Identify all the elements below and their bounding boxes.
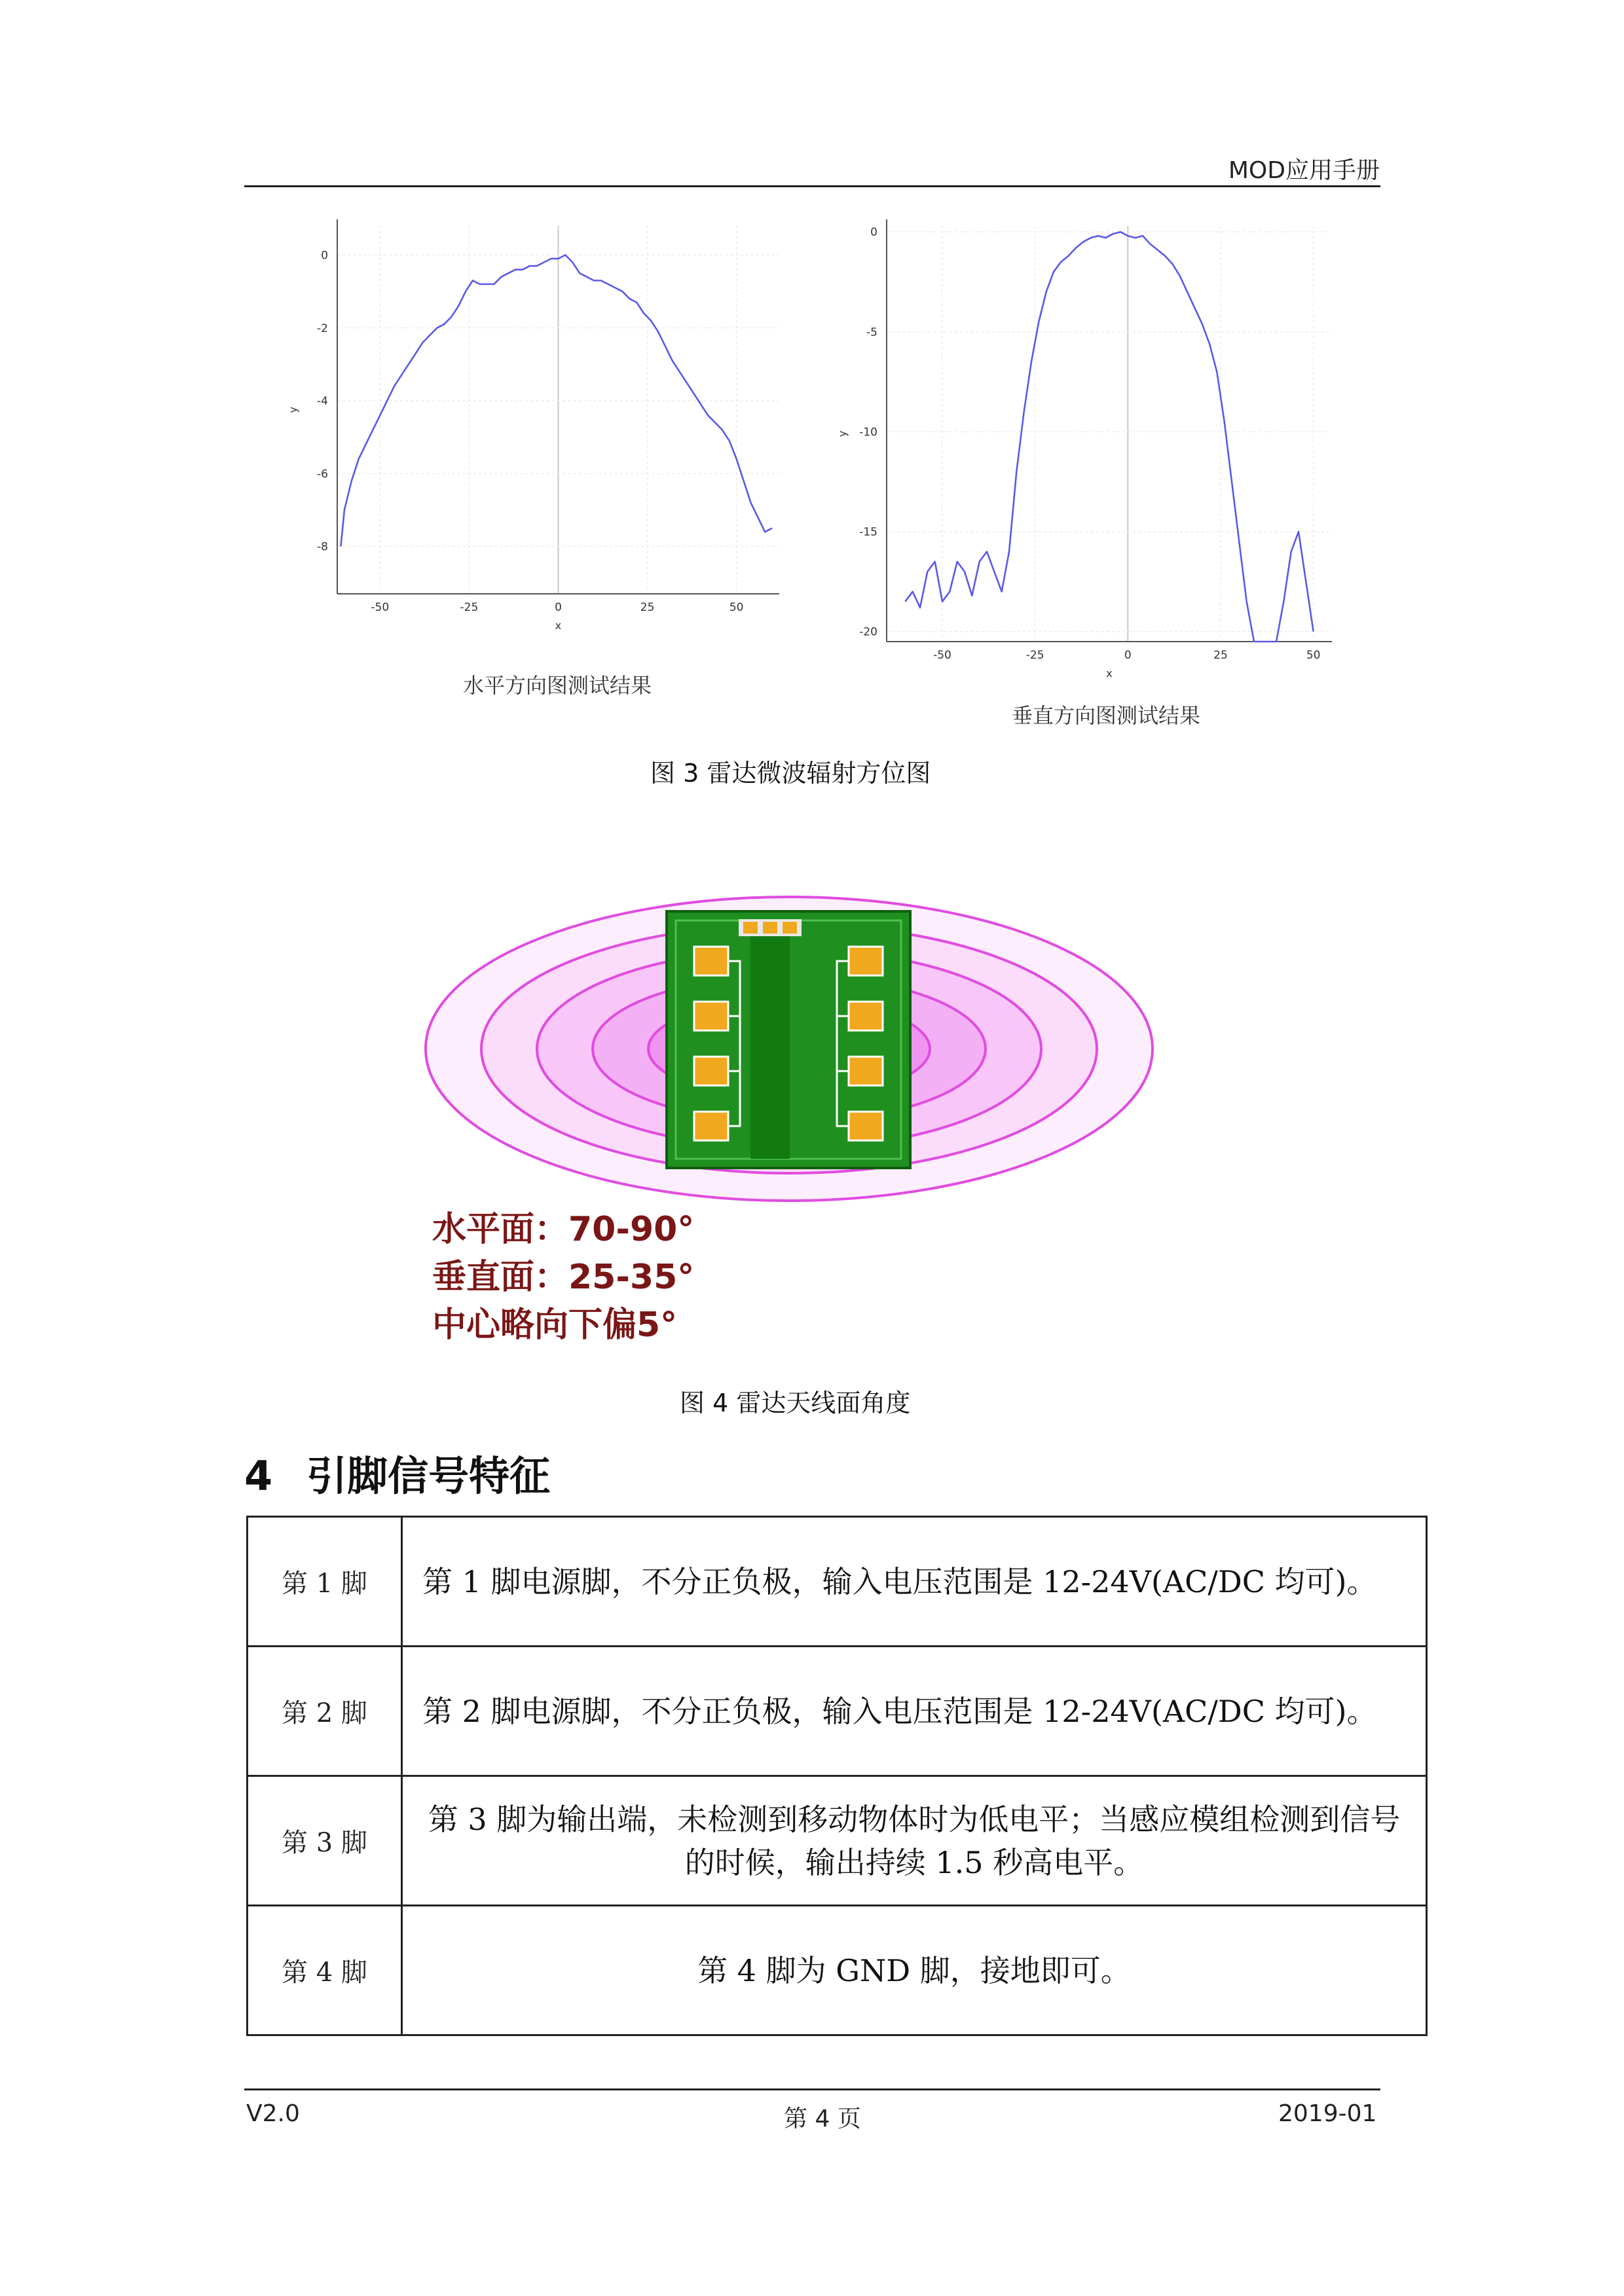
- vertical-angle-label: 垂直面：25-35°: [432, 1258, 695, 1297]
- figure-4-caption: 图 4 雷达天线面角度: [680, 1389, 911, 1417]
- vertical-chart-y-tick-label: -5: [866, 325, 877, 339]
- vertical-chart-x-axis-label: x: [1106, 667, 1113, 680]
- horizontal-chart-x-axis-label: x: [555, 619, 562, 632]
- pin-description: 第 1 脚电源脚，不分正负极，输入电压范围是 12-24V(AC/DC 均可)。: [402, 1517, 1427, 1647]
- vertical-pattern-chart: [821, 206, 1338, 691]
- horizontal-pattern-chart: [282, 206, 803, 638]
- vertical-chart-x-tick-label: 0: [1124, 649, 1132, 662]
- pin-label: 第 2 脚: [248, 1647, 402, 1776]
- horizontal-chart-y-tick-label: 0: [321, 249, 328, 263]
- vertical-chart-y-tick-label: -15: [859, 526, 877, 539]
- vertical-chart-y-tick-label: 0: [870, 226, 877, 240]
- vertical-chart-y-axis-label: y: [836, 430, 849, 437]
- horizontal-chart-y-tick-label: -2: [317, 321, 328, 335]
- pin-signal-table: [246, 1516, 1428, 2036]
- table-row: [248, 1517, 1427, 1647]
- section-number: 4: [244, 1452, 273, 1500]
- header-rule: [244, 185, 1380, 187]
- footer-rule: [244, 2088, 1380, 2090]
- vertical-pattern-svg: [821, 206, 1338, 691]
- vertical-chart-x-tick-label: -25: [1025, 649, 1044, 662]
- table-row: [248, 1906, 1427, 2035]
- antenna-angle-figure: [413, 877, 1166, 1364]
- horizontal-chart-x-tick-label: 25: [640, 601, 655, 614]
- footer-version: V2.0: [246, 2100, 300, 2127]
- vertical-chart-x-tick-label: 50: [1306, 649, 1321, 662]
- pin-description: 第 4 脚为 GND 脚，接地即可。: [402, 1906, 1427, 2035]
- pin-description: 第 3 脚为输出端，未检测到移动物体时为低电平；当感应模组检测到信号的时候，输出持续 1.5 秒高电平。: [402, 1776, 1427, 1906]
- pin-description: 第 2 脚电源脚，不分正负极，输入电压范围是 12-24V(AC/DC 均可)。: [402, 1647, 1427, 1776]
- radar-module-board: [667, 911, 910, 1168]
- section-4-heading: [244, 1444, 550, 1502]
- vertical-chart-y-tick-label: -10: [859, 426, 877, 439]
- vertical-chart-y-tick-label: -20: [859, 625, 877, 639]
- horizontal-pattern-caption: 水平方向图测试结果: [463, 673, 652, 698]
- table-row: [248, 1647, 1427, 1776]
- horizontal-chart-x-tick-label: 0: [555, 601, 562, 614]
- vertical-pattern-caption: 垂直方向图测试结果: [1012, 703, 1201, 728]
- pin-label: 第 1 脚: [248, 1517, 402, 1647]
- horizontal-chart-y-tick-label: -6: [317, 467, 328, 481]
- antenna-angle-diagram: [413, 877, 1166, 1362]
- footer-date: 2019-01: [1278, 2100, 1377, 2127]
- document-header-title: MOD应用手册: [1228, 157, 1380, 184]
- figure-3-caption: 图 3 雷达微波辐射方位图: [650, 759, 931, 788]
- vertical-chart-series-line: [905, 232, 1313, 642]
- vertical-chart-x-tick-label: -50: [933, 649, 951, 662]
- pin-label: 第 3 脚: [248, 1776, 402, 1906]
- horizontal-chart-x-tick-label: -50: [371, 601, 390, 614]
- footer-page-number: 第 4 页: [784, 2105, 861, 2132]
- horizontal-chart-y-tick-label: -8: [317, 540, 328, 554]
- horizontal-angle-label: 水平面：70-90°: [432, 1210, 695, 1249]
- horizontal-pattern-svg: [282, 206, 803, 638]
- section-title: 引脚信号特征: [306, 1452, 551, 1500]
- pin-label: 第 4 脚: [248, 1906, 402, 2035]
- horizontal-chart-y-tick-label: -4: [317, 395, 328, 409]
- horizontal-chart-x-tick-label: 50: [729, 601, 744, 614]
- center-offset-label: 中心略向下偏5°: [432, 1305, 678, 1345]
- vertical-chart-x-tick-label: 25: [1213, 649, 1228, 662]
- horizontal-chart-x-tick-label: -25: [460, 601, 479, 614]
- table-row: [248, 1776, 1427, 1906]
- horizontal-chart-y-axis-label: y: [287, 407, 299, 413]
